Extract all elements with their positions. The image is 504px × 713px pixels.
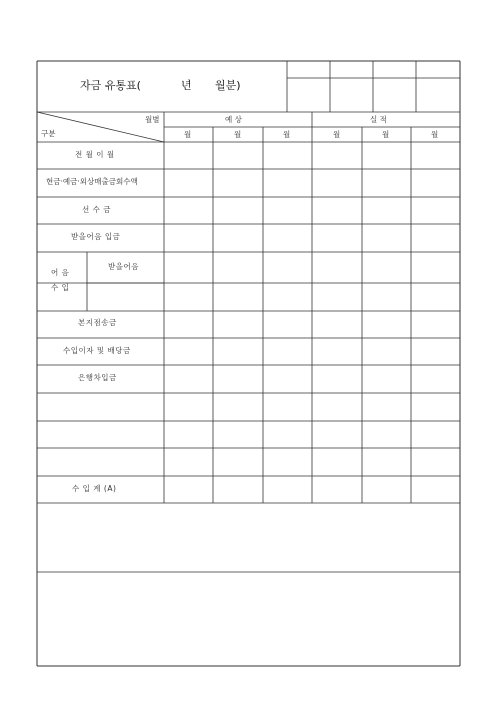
month-label-6: 월: [431, 130, 439, 139]
row-label-bill-deposit: 받을어음 입금: [71, 232, 121, 241]
row-label-advance: 선 수 금: [82, 205, 112, 214]
row-label-interest-dividend: 수입이자 및 배당금: [63, 346, 131, 355]
group-actual: 실 적: [370, 115, 387, 124]
group-forecast: 예 상: [225, 115, 242, 124]
header-category: 구분: [41, 129, 56, 138]
month-label-2: 월: [234, 130, 242, 139]
month-label-4: 월: [333, 130, 341, 139]
row-label-total-income: 수 입 계 (A): [72, 484, 117, 493]
row-label-bill-group-1: 어 음: [51, 268, 70, 277]
header-by-month: 월별: [145, 115, 160, 124]
row-label-cash-collection: 현금·예금·외상매출금회수액: [46, 177, 138, 186]
row-label-bank-loan: 은행차입금: [78, 373, 117, 382]
form-title-month: 월분): [215, 79, 241, 92]
month-label-1: 월: [184, 130, 192, 139]
row-label-bill-group-2: 수 입: [51, 283, 70, 292]
form-title-year: 년: [181, 79, 192, 92]
row-label-prev-balance: 전 월 이 월: [75, 150, 115, 159]
month-label-5: 월: [382, 130, 390, 139]
row-label-branch-transfer: 본지점송금: [78, 318, 117, 327]
month-label-3: 월: [283, 130, 291, 139]
form-title: 자금 유통표(: [80, 79, 141, 92]
row-label-bill-receivable: 받을어음: [108, 262, 139, 271]
